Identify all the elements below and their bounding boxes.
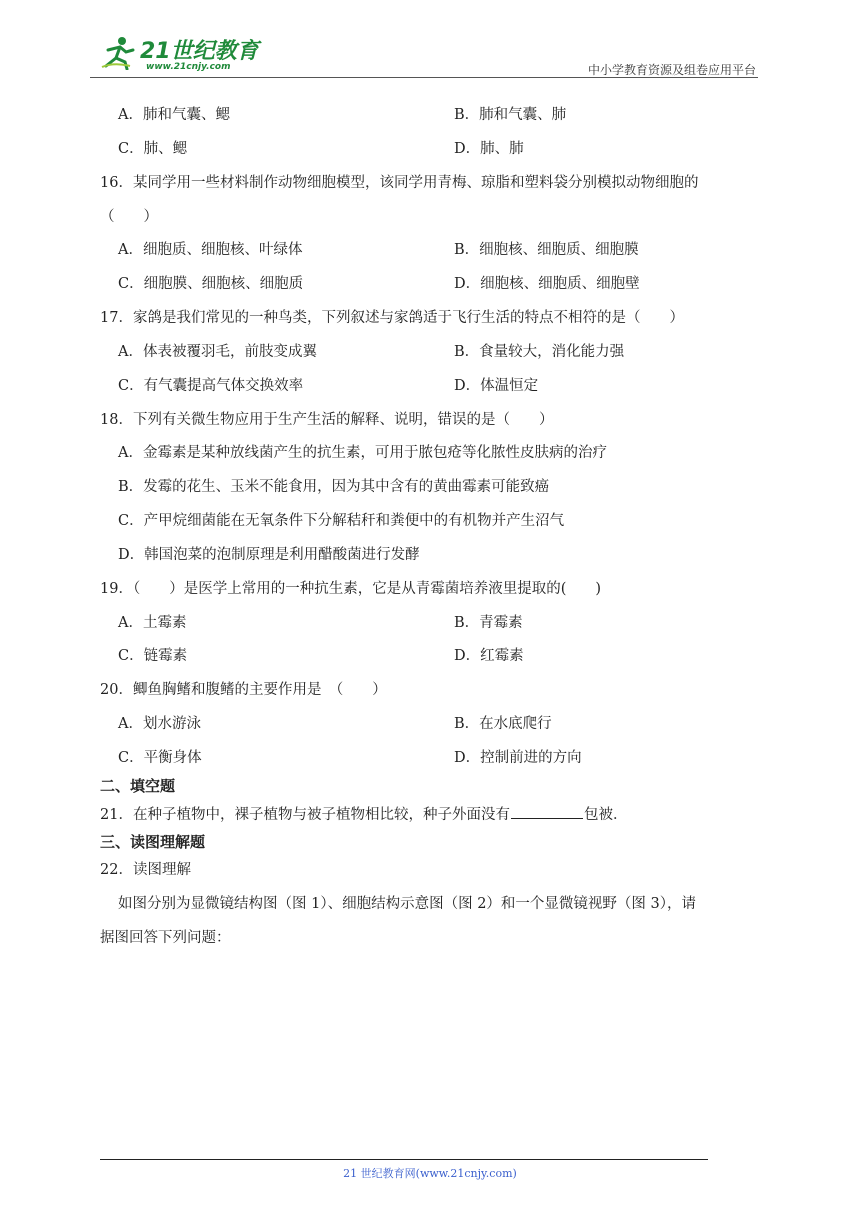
q22-paragraph-line-2: 据图回答下列问题： — [100, 930, 231, 946]
q20-option-c: C．平衡身体 — [118, 750, 202, 766]
q20-option-a: A．划水游泳 — [118, 716, 201, 732]
q19-option-a: A．土霉素 — [118, 615, 187, 631]
page-header — [90, 32, 758, 78]
q16-option-d: D．细胞核、细胞质、细胞壁 — [454, 276, 640, 292]
q16-option-b: B．细胞核、细胞质、细胞膜 — [454, 242, 639, 258]
q20-option-d: D．控制前进的方向 — [454, 750, 582, 766]
q16-answer-bracket: （ ） — [100, 209, 158, 225]
runner-icon — [100, 36, 136, 70]
section-fill-in-title: 二、填空题 — [100, 777, 176, 795]
q19-option-b: B．青霉素 — [454, 615, 523, 631]
logo-url: www.21cnjy.com — [146, 62, 231, 72]
header-tagline: 中小学教育资源及组卷应用平台 — [587, 63, 756, 77]
q21-stem-before: 21．在种子植物中，裸子植物与被子植物相比较，种子外面没有 — [100, 807, 510, 823]
q21-answer-blank[interactable] — [511, 804, 583, 819]
q18-option-d: D．韩国泡菜的泡制原理是利用醋酸菌进行发酵 — [118, 547, 420, 563]
q18-option-b: B．发霉的花生、玉米不能食用，因为其中含有的黄曲霉素可能致癌 — [118, 479, 550, 495]
q17-option-b: B．食量较大，消化能力强 — [454, 344, 625, 360]
q15-option-a: A．肺和气囊、鳃 — [118, 107, 230, 123]
q18-option-a: A．金霉素是某种放线菌产生的抗生素，可用于脓包疮等化脓性皮肤病的治疗 — [118, 445, 607, 461]
q19-option-d: D．红霉素 — [454, 648, 524, 664]
page-footer[interactable]: 21 世纪教育网(www.21cnjy.com) — [343, 1167, 517, 1180]
q17-option-d: D．体温恒定 — [454, 378, 539, 394]
q17-stem: 17．家鸽是我们常见的一种鸟类，下列叙述与家鸽适于飞行生活的特点不相符的是（ ） — [100, 310, 684, 326]
q15-option-d: D．肺、肺 — [454, 141, 524, 157]
q20-option-b: B．在水底爬行 — [454, 716, 552, 732]
q17-option-c: C．有气囊提高气体交换效率 — [118, 378, 304, 394]
q19-stem: 19．（ ）是医学上常用的一种抗生素，它是从青霉菌培养液里提取的( ) — [100, 581, 602, 597]
header-divider — [90, 77, 758, 78]
q18-stem: 18．下列有关微生物应用于生产生活的解释、说明，错误的是（ ） — [100, 412, 554, 428]
q16-option-c: C．细胞膜、细胞核、细胞质 — [118, 276, 304, 292]
q16-stem: 16．某同学用一些材料制作动物细胞模型，该同学用青梅、琼脂和塑料袋分别模拟动物细胞的 — [100, 175, 699, 191]
q22-stem: 22．读图理解 — [100, 862, 191, 878]
section-reading-title: 三、读图理解题 — [100, 833, 206, 851]
logo-text: 21世纪教育 — [140, 39, 259, 64]
q17-option-a: A．体表被覆羽毛，前肢变成翼 — [118, 344, 317, 360]
q15-option-c: C．肺、鳃 — [118, 141, 188, 157]
q16-option-a: A．细胞质、细胞核、叶绿体 — [118, 242, 303, 258]
q15-option-b: B．肺和气囊、肺 — [454, 107, 567, 123]
footer-divider — [100, 1159, 708, 1160]
q22-paragraph-line-1: 如图分别为显微镜结构图（图 1）、细胞结构示意图（图 2）和一个显微镜视野（图 3），请 — [118, 896, 696, 912]
q21-stem-after: 包被． — [583, 807, 628, 823]
q19-option-c: C．链霉素 — [118, 648, 188, 664]
q20-stem: 20．鲫鱼胸鳍和腹鳍的主要作用是 （ ） — [100, 682, 387, 698]
q18-option-c: C．产甲烷细菌能在无氧条件下分解秸秆和粪便中的有机物并产生沼气 — [118, 513, 565, 529]
q21-stem — [100, 804, 627, 825]
site-logo[interactable] — [90, 32, 260, 76]
